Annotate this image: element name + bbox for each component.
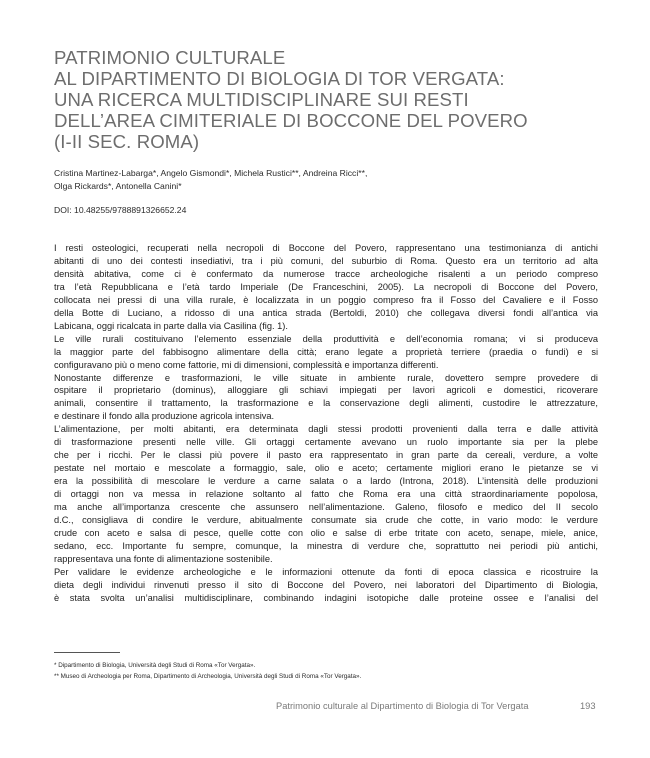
body-line: sedano, ecc. Importante fu sempre, comunque, la minestra di verdure che, soprattutto nei periodi più antichi, bbox=[54, 540, 598, 551]
article-body bbox=[54, 242, 598, 605]
body-line: di ortaggi non va messa in relazione soltanto al fatto che Roma era una città straordinariamente popolosa, bbox=[54, 489, 598, 500]
title-line: PATRIMONIO CULTURALE bbox=[54, 47, 286, 68]
body-line: tra l’età Repubblicana e l’età tardo Imperiale (De Franceschini, 2005). La necropoli di Boccone del Povero, bbox=[54, 281, 598, 292]
article-title bbox=[54, 47, 614, 152]
footnote: ** Museo di Archeologia per Roma, Dipartimento di Archeologia, Università degli Studi di Roma «Tor Vergata». bbox=[54, 672, 362, 680]
body-line: d.C., consigliava di condire le verdure, abitualmente consumate sia crude che cotte, in vario modo: le verdure bbox=[54, 515, 598, 526]
body-line: Per validare le evidenze archeologiche e le informazioni ottenute da fonti di epoca classica e ricostruire la bbox=[54, 566, 598, 577]
body-line: I resti osteologici, recuperati nella necropoli di Boccone del Povero, rappresentano una testimonianza di antichi bbox=[54, 243, 598, 253]
body-line: la maggior parte del fabbisogno alimentare della città; erano legate a proprietà terriere (praedia o fundi) e si bbox=[54, 346, 598, 357]
running-footer: Patrimonio culturale al Dipartimento di Biologia di Tor Vergata bbox=[276, 701, 529, 711]
body-line: pestate nel mortaio e mescolate a formaggio, sale, olio e aceto; certamente migliori erano le pietanze se vi bbox=[54, 463, 598, 474]
footnotes bbox=[54, 661, 361, 682]
body-line: Le ville rurali costituivano l’elemento essenziale della produttività e dell’economia romana; vi si produceva bbox=[54, 333, 598, 344]
body-line: è stata svolta un’analisi multidisciplinare, combinando indagini isotopiche dalle proteine ossee e l’analisi del bbox=[54, 592, 598, 603]
body-line: ospitare il proprietario (dominus), alloggiare gli schiavi impiegati per lavori agricoli e domestici, ricoverare bbox=[54, 385, 598, 396]
body-line: Nonostante differenze e trasformazioni, le ville situate in ambiente rurale, dovettero sempre provedere di bbox=[54, 372, 598, 383]
title-line: AL DIPARTIMENTO DI BIOLOGIA DI TOR VERGATA: bbox=[54, 68, 505, 89]
body-line: e destinare il fondo alla produzione agricola intensiva. bbox=[54, 411, 275, 422]
body-line: della Botte di Luciano, a ridosso di una antica strada (Bertoldi, 2010) che collegava diversi fondi all’antica via bbox=[54, 307, 598, 318]
title-line: DELL’AREA CIMITERIALE DI BOCCONE DEL POVERO bbox=[54, 110, 528, 131]
footnote: * Dipartimento di Biologia, Università degli Studi di Roma «Tor Vergata». bbox=[54, 662, 256, 669]
body-line: collocata nei pressi di una villa rurale, è localizzata in un poggio compreso fra il Fosso del Cavaliere e il Fosso bbox=[54, 294, 598, 305]
body-line: rappresentava una fonte di alimentazione sostenibile. bbox=[54, 553, 273, 564]
author-line: Cristina Martinez-Labarga*, Angelo Gismondi*, Michela Rustici**, Andreina Ricci**, bbox=[54, 168, 368, 178]
body-line: crude con aceto e salsa di pesce, quelle cotte con olio e salse di erbe tritate con aceto, senape, miele, anice, bbox=[54, 527, 598, 538]
body-line: densità abitativa, come ci è confermato da numerose tracce archeologiche risalenti a un periodo compreso bbox=[54, 268, 598, 279]
body-line: configuravano più o meno come fattorie, mi di dimensioni, complessità e importanza differenti. bbox=[54, 359, 439, 370]
body-line: abitanti di uno dei contesti insediativi, tra i più comuni, del suburbio di Roma. Questo era un territorio ad alta bbox=[54, 255, 598, 266]
body-line: Labicana, oggi ricalcata in parte dalla via Casilina (fig. 1). bbox=[54, 320, 288, 331]
footnote-divider bbox=[54, 652, 120, 653]
title-line: UNA RICERCA MULTIDISCIPLINARE SUI RESTI bbox=[54, 89, 469, 110]
title-line: (I-II SEC. ROMA) bbox=[54, 131, 200, 152]
body-line: di trasformazione presenti nelle ville. Gli ortaggi certamente avevano un ruolo importante sia per la plebe bbox=[54, 437, 598, 448]
body-line: animali, consentire il trattamento, la trasformazione e la conservazione degli alimenti, custodire le attrezzature, bbox=[54, 398, 598, 409]
page-number: 193 bbox=[580, 701, 596, 711]
body-line: che per i ricchi. Per le classi più povere il pasto era rappresentato in gran parte da cereali, verdure, a volte bbox=[54, 450, 598, 461]
doi-link[interactable]: DOI: 10.48255/9788891326652.24 bbox=[54, 205, 187, 215]
author-line: Olga Rickards*, Antonella Canini* bbox=[54, 180, 182, 191]
body-line: dieta degli individui rinvenuti presso il sito di Boccone del Povero, nei laboratori del Dipartimento di Biologia, bbox=[54, 579, 598, 590]
body-line: ma anche all’importanza crescente che assunsero nell’alimentazione. Galeno, filosofo e medico del II secolo bbox=[54, 502, 598, 513]
author-list bbox=[54, 167, 614, 192]
body-line: L’alimentazione, per molti abitanti, era determinata dagli stessi prodotti provenienti dalla terra e dalle attività bbox=[54, 424, 598, 435]
body-line: era la possibilità di mescolare le verdure a carne salata o a lardo (Introna, 2018). L’intensità delle produzioni bbox=[54, 476, 598, 487]
